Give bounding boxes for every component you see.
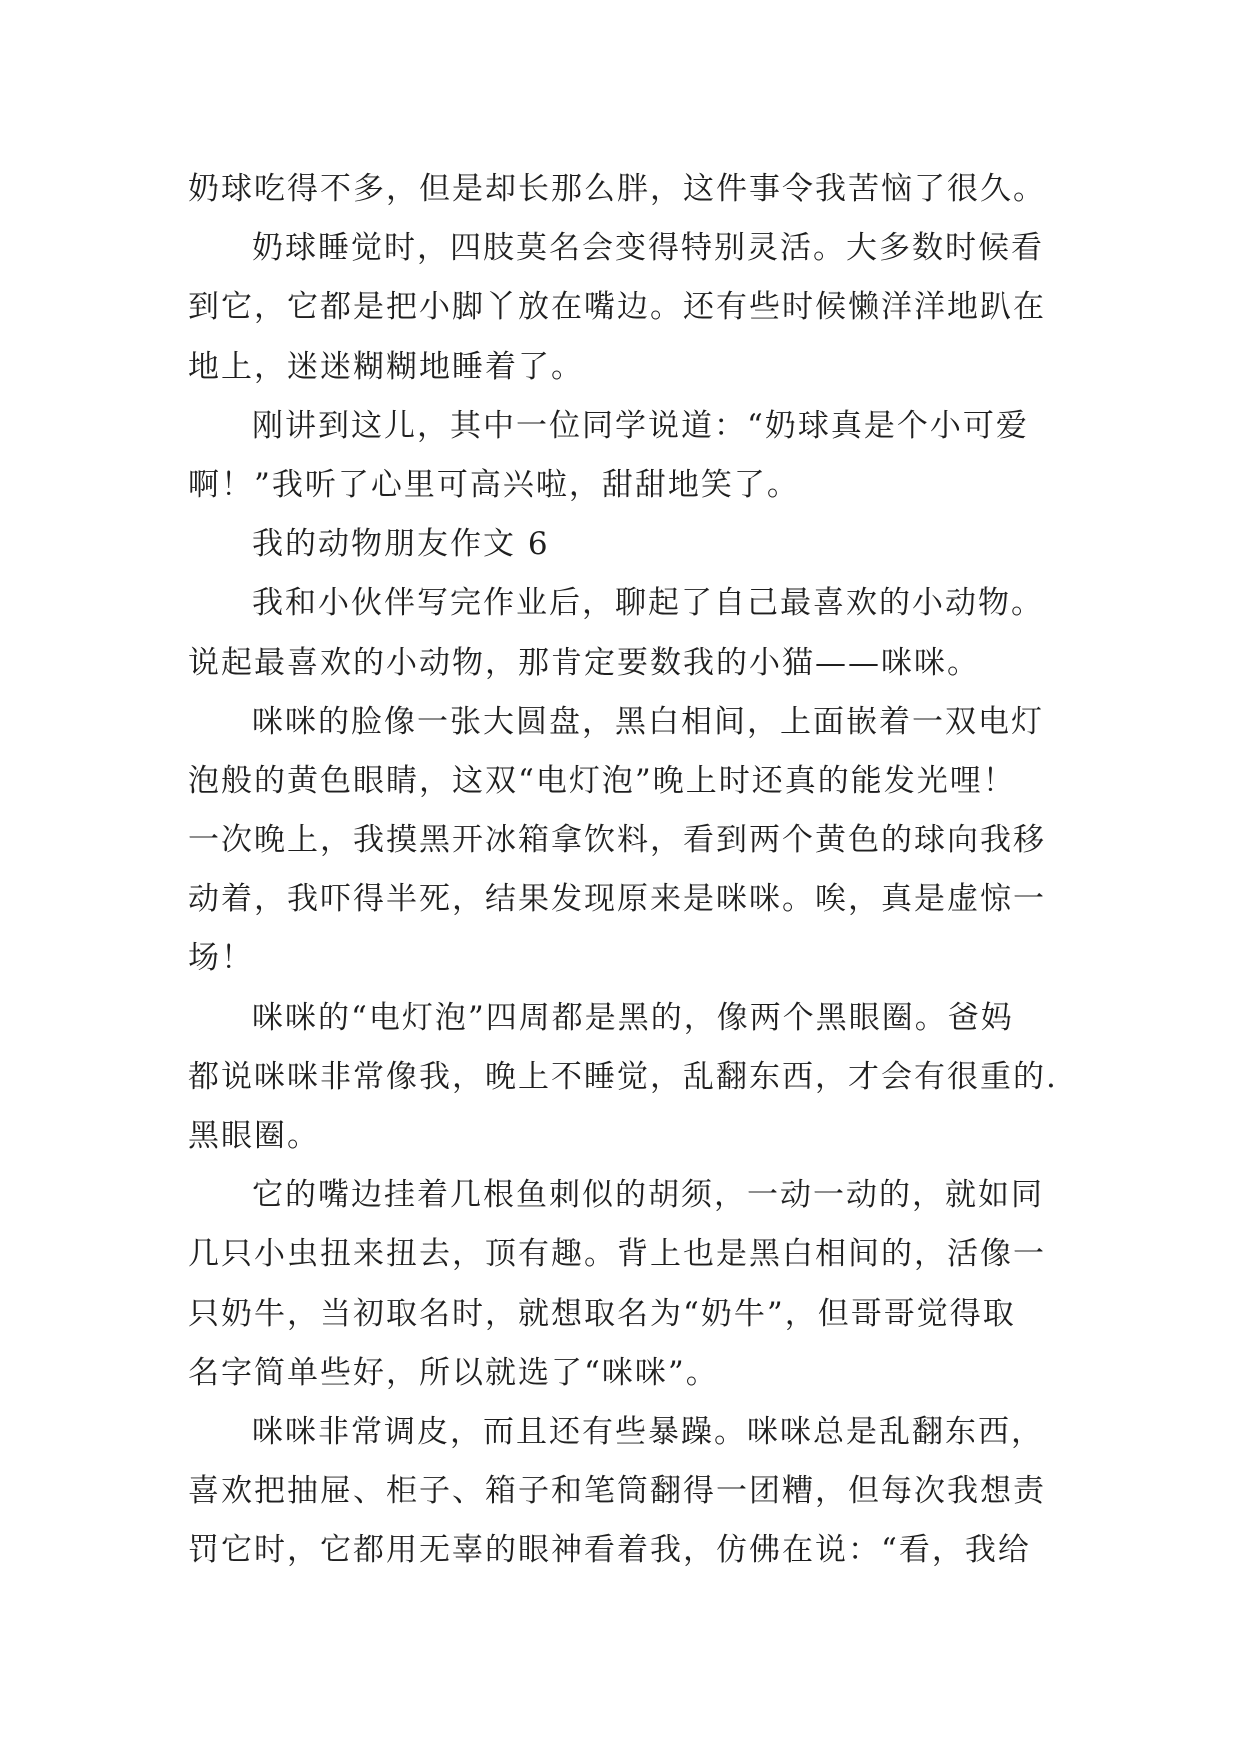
text-line: 只奶牛，当初取名时，就想取名为“奶牛”，但哥哥觉得取 <box>188 1295 1016 1332</box>
text-line: 地上，迷迷糊糊地睡着了。 <box>188 348 584 385</box>
text-line: 罚它时，它都用无辜的眼神看着我，仿佛在说：“看，我给 <box>188 1532 1031 1569</box>
text-line: 泡般的黄色眼睛，这双“电灯泡”晚上时还真的能发光哩！ <box>188 762 1016 799</box>
text-line: 刚讲到这儿，其中一位同学说道：“奶球真是个小可爱 <box>252 407 1029 444</box>
text-line: 到它，它都是把小脚丫放在嘴边。还有些时候懒洋洋地趴在 <box>188 289 1046 326</box>
text-line: 喜欢把抽屉、柜子、箱子和笔筒翻得一团糟，但每次我想责 <box>188 1473 1046 1510</box>
text-line: 咪咪非常调皮，而且还有些暴躁。咪咪总是乱翻东西， <box>252 1413 1044 1450</box>
text-line: 说起最喜欢的小动物，那肯定要数我的小猫——咪咪。 <box>188 644 980 681</box>
text-line: 我和小伙伴写完作业后，聊起了自己最喜欢的小动物。 <box>252 585 1044 622</box>
text-line: 奶球睡觉时，四肢莫名会变得特别灵活。大多数时候看 <box>252 230 1044 267</box>
text-line: 名字简单些好，所以就选了“咪咪”。 <box>188 1354 719 1391</box>
text-line: 动着，我吓得半死，结果发现原来是咪咪。唉，真是虚惊一 <box>188 881 1046 918</box>
text-line: 它的嘴边挂着几根鱼刺似的胡须，一动一动的，就如同 <box>252 1177 1044 1214</box>
text-line: 咪咪的脸像一张大圆盘，黑白相间，上面嵌着一双电灯 <box>252 703 1044 740</box>
document-body <box>188 160 1078 1581</box>
text-line: 几只小虫扭来扭去，顶有趣。背上也是黑白相间的，活像一 <box>188 1236 1046 1273</box>
text-line: 奶球吃得不多，但是却长那么胖，这件事令我苦恼了很久。 <box>188 171 1046 207</box>
text-line: 咪咪的“电灯泡”四周都是黑的，像两个黑眼圈。爸妈 <box>252 999 1014 1036</box>
text-line: 我的动物朋友作文 6 <box>252 526 550 563</box>
text-line: 都说咪咪非常像我，晚上不睡觉，乱翻东西，才会有很重的. <box>188 1058 1058 1095</box>
text-line: 啊！”我听了心里可高兴啦，甜甜地笑了。 <box>188 466 800 503</box>
text-line: 场！ <box>188 940 254 977</box>
text-line: 一次晚上，我摸黑开冰箱拿饮料，看到两个黄色的球向我移 <box>188 822 1046 859</box>
text-line: 黑眼圈。 <box>188 1118 320 1154</box>
